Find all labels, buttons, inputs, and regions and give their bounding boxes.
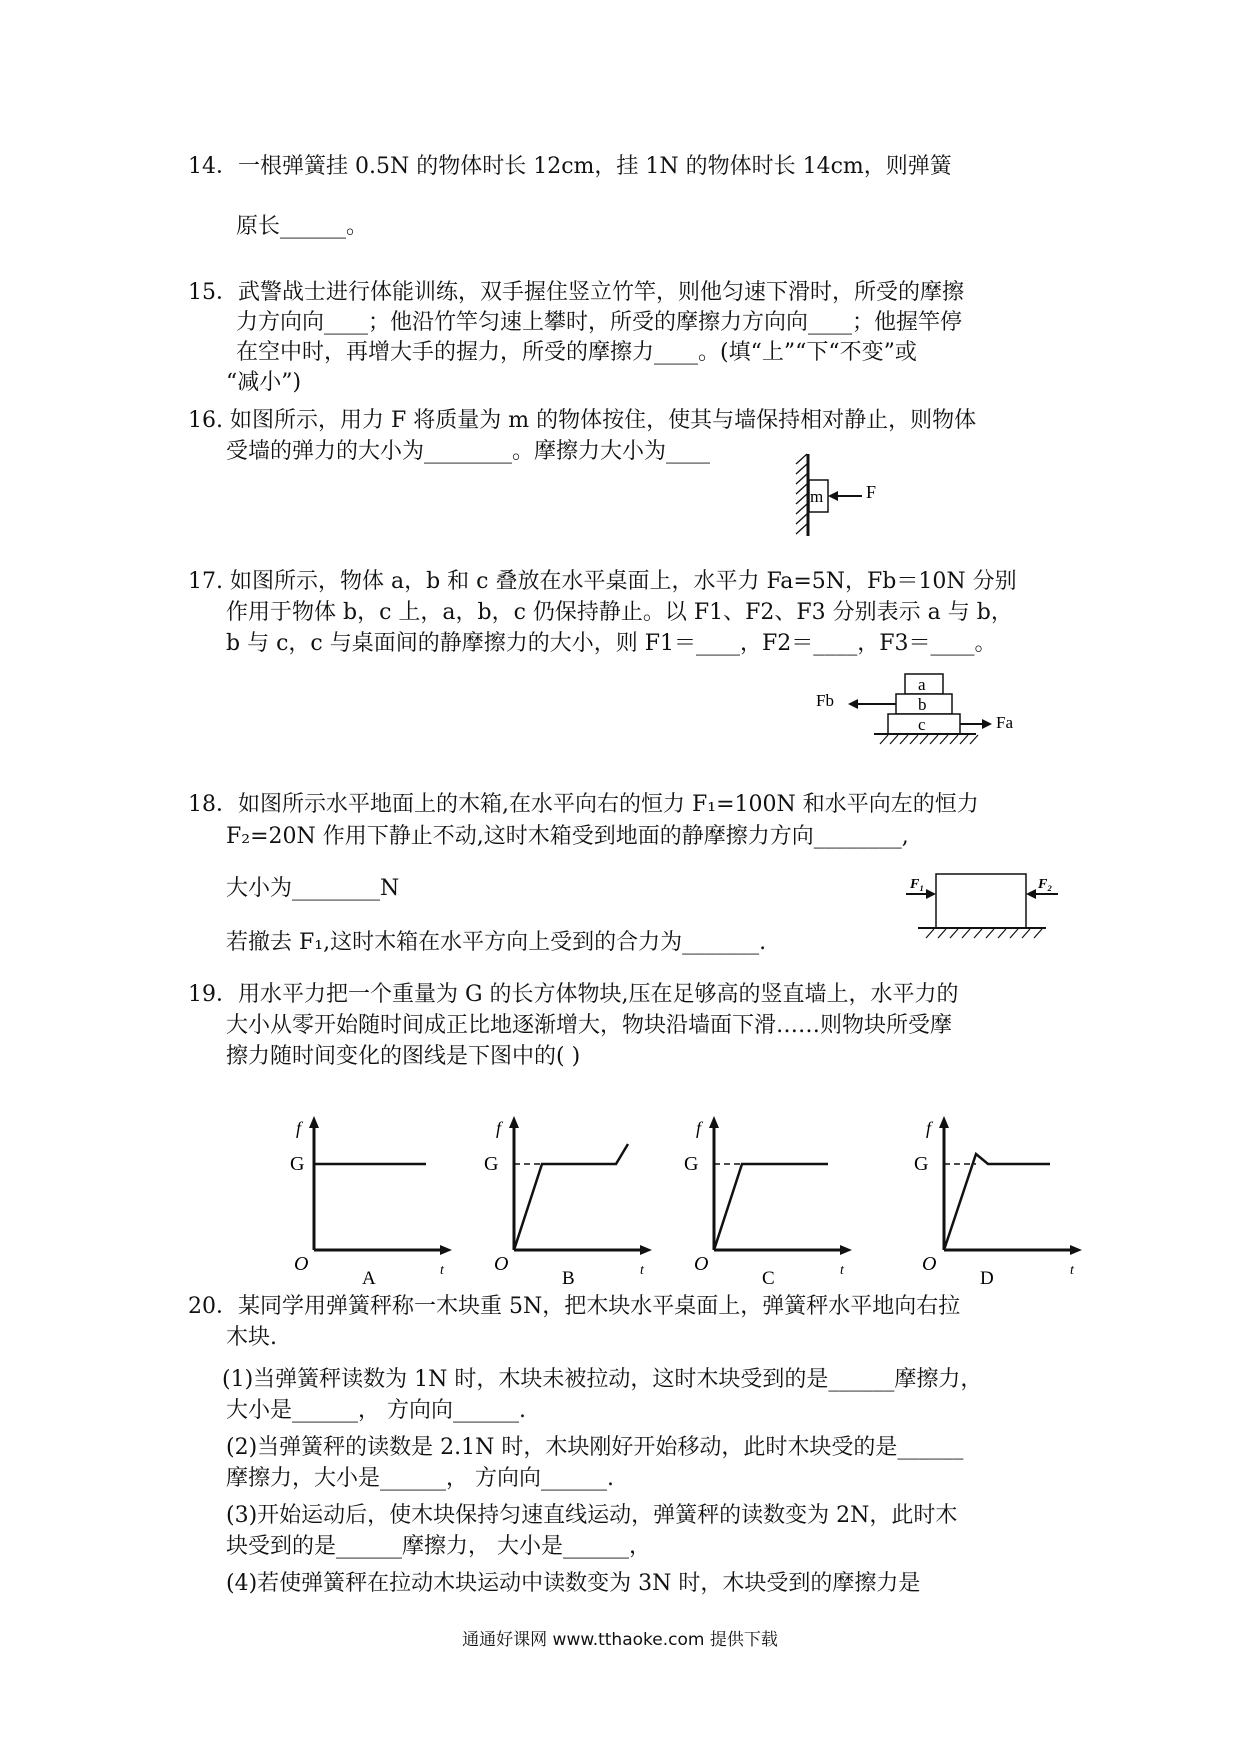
q19-line1: 19．用水平力把一个重量为 G 的长方体物块,压在足够高的竖直墙上，水平力的 [188, 982, 959, 1007]
q16-mass-label: m [810, 487, 824, 506]
q19-graph-d [914, 1108, 1090, 1289]
q20-line5: (2)当弹簧秤的读数是 2.1N 时，木块刚好开始移动，此时木块受的是______ [226, 1435, 964, 1460]
graph-b-option: B [562, 1268, 575, 1289]
q16-force-label: F [866, 482, 877, 502]
q15-line2: 力方向向____；他沿竹竿匀速上攀时，所受的摩擦力方向向____；他握竿停 [236, 310, 963, 335]
q19-line3: 擦力随时间变化的图线是下图中的( ) [226, 1044, 581, 1069]
q20-line2: 木块. [226, 1325, 277, 1350]
graph-b-x-label: t [640, 1263, 644, 1278]
graph-c-g-label: G [684, 1153, 699, 1175]
graph-a-g-label: G [290, 1153, 305, 1175]
q18-line2: F₂=20N 作用下静止不动,这时木箱受到地面的静摩擦力方向________, [226, 824, 909, 849]
q19-line2: 大小从零开始随时间成正比地逐渐增大，物块沿墙面下滑……则物块所受摩 [226, 1013, 953, 1038]
q17-label-fa: Fa [996, 713, 1013, 732]
q19-graph-c [684, 1108, 860, 1289]
q17-stack-figure [810, 670, 1013, 752]
q18-label-f2: F₂ [1038, 877, 1053, 892]
graph-a-y-label: f [296, 1118, 302, 1138]
q19-graph-b [484, 1108, 660, 1289]
q20-line8: 块受到的是______摩擦力， 大小是______， [226, 1534, 651, 1559]
q17-label-fb: Fb [816, 691, 834, 710]
graph-b-g-label: G [484, 1153, 499, 1175]
graph-d-y-label: f [926, 1118, 932, 1138]
graph-d-option: D [980, 1268, 994, 1289]
graph-b-origin-label: O [494, 1253, 509, 1275]
q20-line4: 大小是______， 方向向______. [226, 1398, 526, 1423]
q20-line3: (1)当弹簧秤读数为 1N 时，木块未被拉动，这时木块受到的是______摩擦力， [222, 1367, 983, 1392]
graph-c-y-label: f [696, 1118, 702, 1138]
q17-label-a: a [918, 675, 926, 694]
page-footer: 通通好课网 www.tthaoke.com 提供下载 [462, 1630, 778, 1650]
q15-line1: 15．武警战士进行体能训练，双手握住竖立竹竿，则他匀速下滑时，所受的摩擦 [188, 280, 964, 305]
q18-box-figure [900, 870, 1100, 942]
q16-line1: 16. 如图所示，用力 F 将质量为 m 的物体按住，使其与墙保持相对静止，则物体 [188, 408, 977, 433]
q16-line2: 受墙的弹力的大小为________。摩擦力大小为____ [226, 439, 711, 464]
q17-label-c: c [918, 715, 926, 734]
graph-b-y-label: f [496, 1118, 502, 1138]
graph-c-x-label: t [840, 1263, 844, 1278]
q20-line1: 20．某同学用弹簧秤称一木块重 5N，把木块水平桌面上，弹簧秤水平地向右拉 [188, 1294, 961, 1319]
q20-line9: (4)若使弹簧秤在拉动木块运动中读数变为 3N 时，木块受到的摩擦力是 [226, 1571, 921, 1596]
q14-line1: 14．一根弹簧挂 0.5N 的物体时长 12cm，挂 1N 的物体时长 14cm，则弹簧 [188, 154, 952, 179]
q18-line1: 18．如图所示水平地面上的木箱,在水平向右的恒力 F₁=100N 和水平向左的恒力 [188, 792, 979, 817]
graph-c-origin-label: O [694, 1253, 709, 1275]
graph-d-origin-label: O [922, 1253, 937, 1275]
q15-line3: 在空中时，再增大手的握力，所受的摩擦力____。(填“上”“下“不变”或 [236, 340, 917, 365]
q20-line6: 摩擦力，大小是______， 方向向______. [226, 1466, 614, 1491]
q17-label-b: b [918, 695, 927, 714]
q17-line2: 作用于物体 b，c 上，a，b，c 仍保持静止。以 F1、F2、F3 分别表示 a 与 b， [226, 600, 1013, 625]
graph-a-origin-label: O [294, 1253, 309, 1275]
q18-label-f1: F₁ [910, 877, 925, 892]
q17-line3: b 与 c，c 与桌面间的静摩擦力的大小，则 F1＝____，F2＝____，F3＝____。 [226, 631, 997, 656]
q17-line1: 17. 如图所示，物体 a，b 和 c 叠放在水平桌面上，水平力 Fa=5N，Fb＝10N 分别 [188, 569, 1017, 594]
q20-line7: (3)开始运动后，使木块保持匀速直线运动，弹簧秤的读数变为 2N，此时木 [226, 1503, 958, 1528]
graph-c-option: C [762, 1268, 775, 1289]
q16-wall-figure [790, 450, 900, 540]
graph-d-x-label: t [1070, 1263, 1074, 1278]
graph-a-option: A [362, 1268, 376, 1289]
q19-graph-a [290, 1108, 460, 1288]
graph-d-g-label: G [914, 1153, 929, 1175]
graph-a-x-label: t [440, 1263, 444, 1278]
q18-line3: 大小为________N [226, 876, 400, 901]
q18-line4: 若撤去 F₁,这时木箱在水平方向上受到的合力为_______. [226, 930, 767, 955]
q14-line2: 原长______。 [236, 214, 369, 239]
q15-line4: “减小”) [226, 370, 302, 395]
